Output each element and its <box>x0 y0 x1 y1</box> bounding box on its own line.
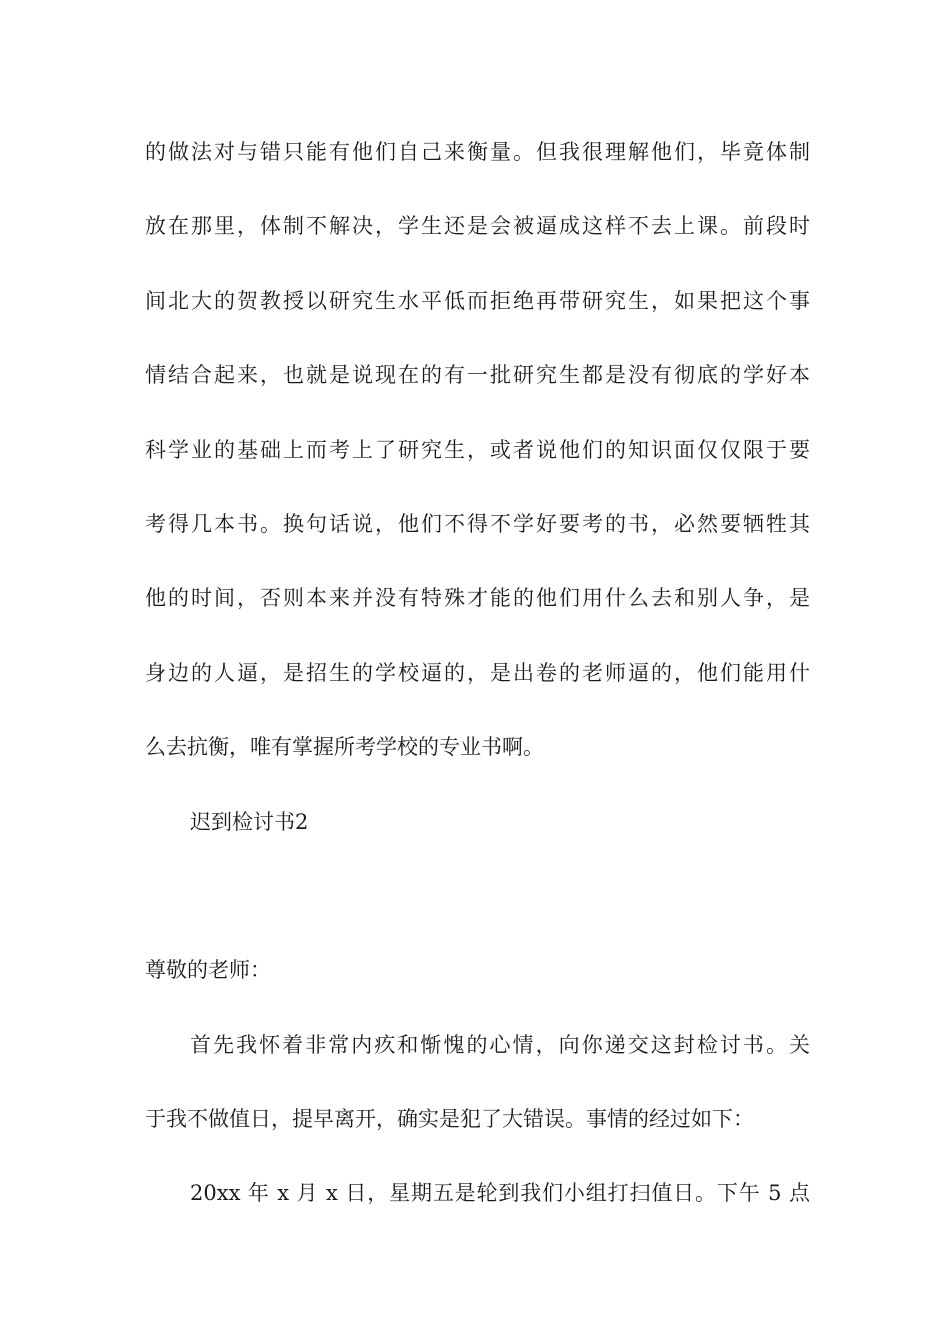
paragraph-line: 他的时间，否则本来并没有特殊才能的他们用什么去和别人争，是 <box>145 586 810 611</box>
paragraph-line: 间北大的贺教授以研究生水平低而拒绝再带研究生，如果把这个事 <box>145 288 810 313</box>
document-body <box>145 132 810 1248</box>
paragraph-line: 放在那里，体制不解决，学生还是会被逼成这样不去上课。前段时 <box>145 214 810 239</box>
paragraph-line: 20xx 年 x 月 x 日，星期五是轮到我们小组打扫值日。下午 5 点 <box>190 1181 810 1206</box>
paragraph-line: 于我不做值日，提早离开，确实是犯了大错误。事情的经过如下： <box>145 1107 754 1132</box>
paragraph-line: 身边的人逼，是招生的学校逼的，是出卷的老师逼的，他们能用什 <box>145 660 810 685</box>
paragraph-line: 科学业的基础上而考上了研究生，或者说他们的知识面仅仅限于要 <box>145 437 810 462</box>
blank-spacer <box>145 876 810 950</box>
paragraph-line: 考得几本书。换句话说，他们不得不学好要考的书，必然要牺牲其 <box>145 511 810 536</box>
section-title: 迟到检讨书2 <box>190 809 309 834</box>
paragraph-line: 首先我怀着非常内疚和惭愧的心情，向你递交这封检讨书。关 <box>190 1032 810 1057</box>
salutation: 尊敬的老师： <box>145 958 271 983</box>
paragraph-line: 情结合起来，也就是说现在的有一批研究生都是没有彻底的学好本 <box>145 363 810 388</box>
paragraph-line: 么去抗衡，唯有掌握所考学校的专业书啊。 <box>145 735 544 760</box>
paragraph-line: 的做法对与错只能有他们自己来衡量。但我很理解他们，毕竟体制 <box>145 140 810 164</box>
